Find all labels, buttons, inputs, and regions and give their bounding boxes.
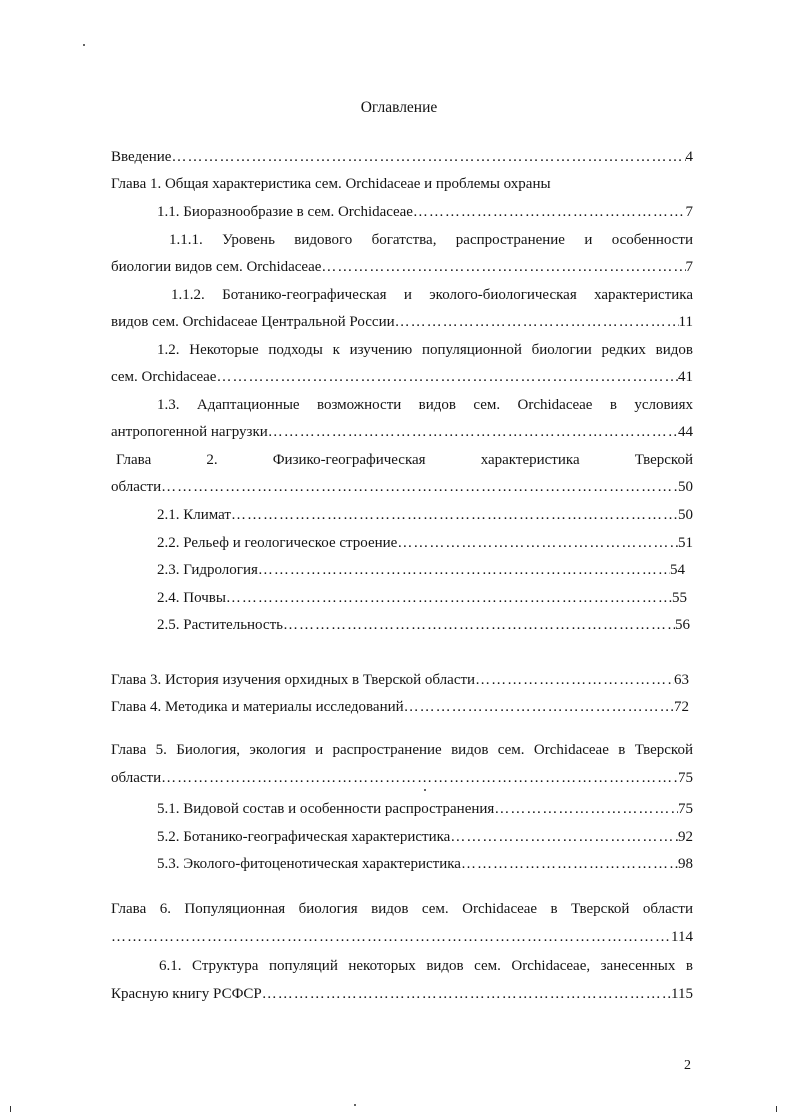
toc-entry-chapter-1: Глава 1. Общая характеристика сем. Orchidaceae и проблемы охраны <box>111 176 551 192</box>
toc-entry-chapter-2-line1: Глава 2. Физико-географическая характеристика Тверской <box>116 452 693 468</box>
toc-entry-introduction: Введение …………………………………………………………………………………………………………………………………………………………………………………… 4 <box>111 149 693 169</box>
toc-entry-chapter-6-line2: …………………………………………………………………………………………………………………………………………………………………………………… 114 <box>111 929 693 949</box>
toc-entry-5-3: 5.3. Эколого-фитоценотическая характеристика …………………………………………………………………………………………………………………………………………………………………………………… 98 <box>157 856 693 876</box>
page-number: 2 <box>684 1058 691 1073</box>
toc-entry-1-3-line1: 1.3. Адаптационные возможности видов сем. Orchidaceae в условиях <box>157 397 693 413</box>
toc-entry-2-1: 2.1. Климат …………………………………………………………………………………………………………………………………………………………………………………… 50 <box>157 507 693 527</box>
toc-entry-chapter-3: Глава 3. История изучения орхидных в Тверской области …………………………………………………………………………………………………………………………………………………………………………………… 63 <box>111 672 689 692</box>
toc-entry-2-3: 2.3. Гидрология …………………………………………………………………………………………………………………………………………………………………………………… 54 <box>157 562 685 582</box>
toc-entry-6-1-line2: Красную книгу РСФСР …………………………………………………………………………………………………………………………………………………………………………………… 115 <box>111 986 693 1006</box>
toc-entry-1-1: 1.1. Биоразнообразие в сем. Orchidaceae …………………………………………………………………………………………………………………………………………………………………………………… 7 <box>157 204 693 224</box>
toc-entry-1-2-line2: сем. Orchidaceae …………………………………………………………………………………………………………………………………………………………………………………… 41 <box>111 369 693 389</box>
toc-entry-1-1-1-line2: биологии видов сем. Orchidaceae …………………………………………………………………………………………………………………………………………………………………………………… 7 <box>111 259 693 279</box>
toc-entry-chapter-5-line1: Глава 5. Биология, экология и распространение видов сем. Orchidaceae в Тверской <box>111 742 693 758</box>
toc-entry-1-1-2-line1: 1.1.2. Ботанико-географическая и эколого-биологическая характеристика <box>171 287 693 303</box>
scan-speck <box>424 789 426 791</box>
toc-entry-1-1-1-line1: 1.1.1. Уровень видового богатства, распространение и особенности <box>169 232 693 248</box>
toc-entry-chapter-4: Глава 4. Методика и материалы исследований …………………………………………………………………………………………………………………………………………………………………………………… 72 <box>111 699 689 719</box>
scan-speck <box>776 1106 777 1112</box>
toc-entry-1-1-2-line2: видов сем. Orchidaceae Центральной России …………………………………………………………………………………………………………………………………………………………………………………… 11 <box>111 314 693 334</box>
toc-entry-chapter-2-line2: области …………………………………………………………………………………………………………………………………………………………………………………… 50 <box>111 479 693 499</box>
toc-entry-chapter-6-line1: Глава 6. Популяционная биология видов сем. Orchidaceae в Тверской области <box>111 901 693 917</box>
scan-speck <box>354 1104 356 1106</box>
toc-entry-chapter-5-line2: области …………………………………………………………………………………………………………………………………………………………………………………… 75 <box>111 770 693 790</box>
toc-entry-2-2: 2.2. Рельеф и геологическое строение …………………………………………………………………………………………………………………………………………………………………………………… 51 <box>157 535 693 555</box>
toc-entry-1-2-line1: 1.2. Некоторые подходы к изучению популяционной биологии редких видов <box>157 342 693 358</box>
toc-entry-2-4: 2.4. Почвы …………………………………………………………………………………………………………………………………………………………………………………… 55 <box>157 590 687 610</box>
toc-title: Оглавление <box>360 99 438 116</box>
toc-entry-2-5: 2.5. Растительность …………………………………………………………………………………………………………………………………………………………………………………… 56 <box>157 617 690 637</box>
scan-speck <box>83 44 85 46</box>
toc-entry-1-3-line2: антропогенной нагрузки …………………………………………………………………………………………………………………………………………………………………………………… 44 <box>111 424 693 444</box>
toc-entry-5-1: 5.1. Видовой состав и особенности распространения …………………………………………………………………………………………………………………………………………………………………………………… 75 <box>157 801 693 821</box>
scan-speck <box>10 1106 11 1112</box>
toc-entry-5-2: 5.2. Ботанико-географическая характеристика …………………………………………………………………………………………………………………………………………………………………………………… 92 <box>157 829 693 849</box>
toc-entry-6-1-line1: 6.1. Структура популяций некоторых видов сем. Orchidaceae, занесенных в <box>159 958 693 974</box>
